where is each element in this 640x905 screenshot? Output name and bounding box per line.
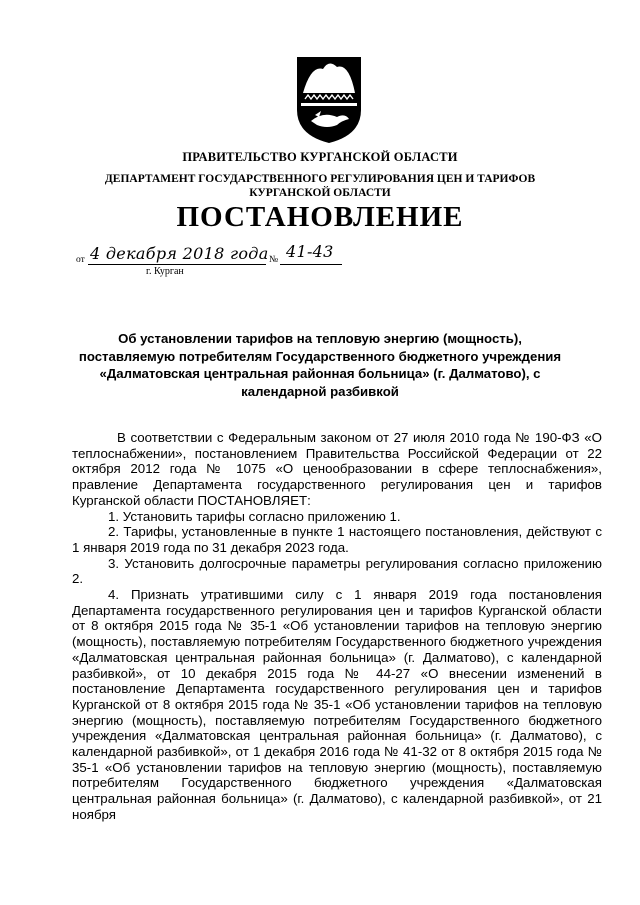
title-line-4: календарной разбивкой	[241, 383, 399, 399]
paragraph-item-1: 1. Установить тарифы согласно приложению 1.	[108, 508, 401, 524]
number-underline	[280, 264, 342, 265]
resolution-title	[70, 330, 570, 400]
title-line-3: «Далматовская центральная районная больница» (г. Далматово), с	[99, 366, 541, 381]
handwritten-number: 41-43	[286, 242, 334, 261]
paragraph-item-3: 3. Установить долгосрочные параметры регулирования согласно приложению 2.	[72, 555, 602, 587]
city-name: г. Курган	[146, 266, 184, 277]
resolution-body	[72, 430, 602, 823]
title-line-1: Об установлении тарифов на тепловую энергию (мощность),	[118, 331, 522, 346]
date-underline	[88, 264, 266, 265]
title-line-2: поставляемую потребителям Государственного бюджетного учреждения	[78, 348, 562, 364]
department-line-1: ДЕПАРТАМЕНТ ГОСУДАРСТВЕННОГО РЕГУЛИРОВАНИЯ ЦЕН И ТАРИФОВ	[104, 173, 536, 185]
department-name	[0, 172, 640, 200]
number-label: №	[269, 255, 279, 265]
document-type-heading: ПОСТАНОВЛЕНИЕ	[176, 201, 464, 233]
department-line-2: КУРГАНСКОЙ ОБЛАСТИ	[249, 187, 391, 199]
government-name: ПРАВИТЕЛЬСТВО КУРГАНСКОЙ ОБЛАСТИ	[182, 150, 458, 164]
paragraph-item-2: 2. Тарифы, установленные в пункте 1 настоящего постановления, действуют с 1 января 2019 года по 31 декабря 2023 года.	[72, 524, 602, 555]
dateline	[76, 242, 376, 272]
handwritten-date: 4 декабря 2018 года	[90, 244, 269, 263]
from-label: от	[76, 255, 85, 265]
paragraph-item-4: 4. Признать утратившими силу с 1 января 2019 года постановления Департамента государственного регулирования цен и тарифов Курганской области от 8 октября 2015 года № 35-1 «Об установлении тарифов на тепловую энергию (мощность), поставляемую потребителям Государственного бюджетного учреждения «Далматовская центральная районная больница» (г. Далматово), с календарной разбивкой», от 10 декабря 2015 года № 44-27 «О внесении изменений в постановление Департамента государственного регулирования цен и тарифов Курганской от 8 октября 2015 года № 35-1 «Об установлении тарифов на тепловую энергию (мощность), поставляемую потребителям Государственного бюджетного учреждения «Далматовская центральная районная больница» (г. Далматово), с календарной разбивкой», от 1 декабря 2016 года № 41-32 от 8 октября 2015 года № 35-1 «Об установлении тарифов на тепловую энергию (мощность), поставляемую потребителям Государственного бюджетного учреждения «Далматовская центральная районная больница» (г. Далматово), с календарной разбивкой», от 21 ноября	[72, 587, 602, 822]
kurgan-coat-of-arms-icon	[293, 55, 365, 145]
paragraph-preamble: В соответствии с Федеральным законом от 27 июля 2010 года № 190-ФЗ «О теплоснабжении», постановлением Правительства Российской Федерации от 22 октября 2012 года № 1075 «О ценообразовании в сфере теплоснабжения», правление Департамента государственного регулирования цен и тарифов Курганской области ПОСТАНОВЛЯЕТ:	[72, 430, 602, 508]
